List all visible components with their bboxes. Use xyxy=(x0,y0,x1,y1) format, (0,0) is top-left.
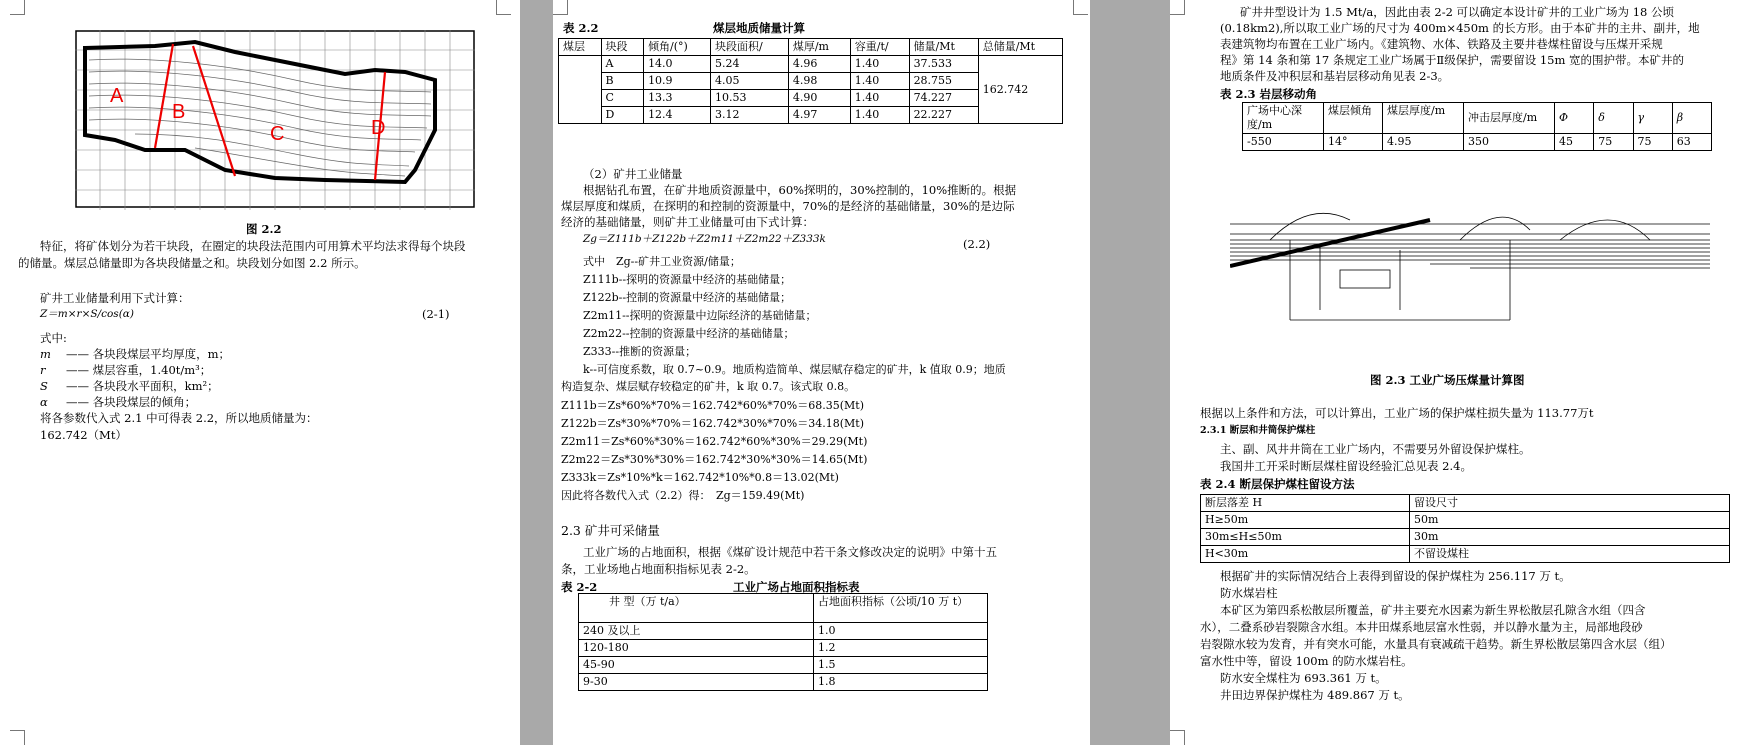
table-cell: 9-30 xyxy=(579,674,814,691)
var-row: α —— 各块段煤层的倾角； xyxy=(40,395,197,409)
table-header: 储量/Mt xyxy=(909,39,978,56)
crop-mark xyxy=(1170,730,1185,745)
definition-line: Z2m22--控制的资源量中经济的基础储量； xyxy=(583,327,795,340)
table-cell: 1.40 xyxy=(850,90,909,107)
table-header: Φ xyxy=(1555,103,1594,134)
table-header: 广场中心深度/m xyxy=(1243,103,1324,134)
paragraph-line: 根据钻孔布置，在矿井地质资源量中，60%探明的，30%控制的，10%推断的。根据 xyxy=(583,183,1017,197)
table-cell: 28.755 xyxy=(909,73,978,90)
formula-number: (2-1) xyxy=(422,307,450,321)
calc-line: Z122b＝Zs*30%*70%＝162.742*30%*70%＝34.18(Mt) xyxy=(561,417,865,430)
table-cell: 45-90 xyxy=(579,657,814,674)
table-cell: 63 xyxy=(1672,134,1711,151)
paragraph-line: 主、副、风井井筒在工业广场内，不需要另外留设保护煤柱。 xyxy=(1220,442,1531,456)
crop-mark xyxy=(1073,0,1088,15)
table-cell: 14° xyxy=(1324,134,1383,151)
paragraph-line: 根据矿井的实际情况结合上表得到留设的保护煤柱为 256.117 万 t。 xyxy=(1220,569,1571,583)
table-cell: B xyxy=(601,73,644,90)
table-row xyxy=(559,56,1063,73)
table-cell: 74.227 xyxy=(909,90,978,107)
table-row xyxy=(579,640,988,657)
crop-mark xyxy=(10,0,25,15)
table-header: 煤层厚度/m xyxy=(1383,103,1464,134)
map-label-c: C xyxy=(270,123,285,145)
paragraph-line: 特征，将矿体划分为若干块段，在圈定的块段法范围内可用算术平均法求得每个块段 xyxy=(40,239,466,253)
calc-line: Z2m22＝Zs*30%*30%＝162.742*30%*30%＝14.65(Mt) xyxy=(561,453,868,466)
table-cell: 4.96 xyxy=(788,56,850,73)
table-row xyxy=(1243,134,1712,151)
total-cell: 162.742 xyxy=(978,56,1062,124)
table-cell: 4.98 xyxy=(788,73,850,90)
table-number: 表 2-2 xyxy=(561,580,598,594)
paragraph-line: 我国井工开采时断层煤柱留设经验汇总见表 2.4。 xyxy=(1220,459,1472,473)
var-row: m —— 各块段煤层平均厚度，m； xyxy=(40,347,231,361)
table-cell: 50m xyxy=(1410,512,1730,529)
figure-caption: 图 2.3 工业广场压煤量计算图 xyxy=(1370,373,1525,387)
table-cell: 4.97 xyxy=(788,107,850,124)
table-cell: 1.40 xyxy=(850,56,909,73)
formula-number: (2.2) xyxy=(963,237,991,251)
table-header: γ xyxy=(1633,103,1672,134)
definition-line: Z122b--控制的资源量中经济的基础储量； xyxy=(583,291,792,304)
paragraph-line: 煤层厚度和煤质，在探明的和控制的资源量中，70%的是经济的基础储量，30%的是边际 xyxy=(561,199,1015,213)
paragraph-line: 工业广场的占地面积，根据《煤矿设计规范中若干条文修改决定的说明》中第十五 xyxy=(583,545,997,559)
table-header: 留设尺寸 xyxy=(1410,495,1730,512)
table-header: 井 型（万 t/a） xyxy=(579,594,814,623)
table-row xyxy=(579,657,988,674)
table-cell: 4.90 xyxy=(788,90,850,107)
table-cell: 75 xyxy=(1633,134,1672,151)
calc-line: Z333k＝Zs*10%*k＝162.742*10%*0.8＝13.02(Mt) xyxy=(561,471,839,484)
paragraph-line: 表建筑物均布置在工业广场内。《建筑物、水体、铁路及主要井巷煤柱留设与压煤开采规 xyxy=(1220,37,1663,51)
paragraph-line: 本矿区为第四系松散层所覆盖，矿井主要充水因素为新生界松散层孔隙含水组（四含 xyxy=(1220,603,1646,617)
table-title: 表 2.3 岩层移动角 xyxy=(1220,87,1318,101)
definition-line: k--可信度系数，取 0.7~0.9。地质构造简单、煤层赋存稳定的矿井，k 值取 0.9；地质 xyxy=(583,363,1006,376)
table-cell: 14.0 xyxy=(644,56,711,73)
paragraph-line: 水），二叠系砂岩裂隙含水组。本井田煤系地层富水性弱，并以静水量为主，局部地段砂 xyxy=(1200,620,1643,634)
table-number: 表 2.2 xyxy=(563,21,599,35)
paragraph-line: 防水安全煤柱为 693.361 万 t。 xyxy=(1220,671,1387,685)
table-header: 总储量/Mt xyxy=(978,39,1062,56)
table-cell: 75 xyxy=(1594,134,1633,151)
table-row xyxy=(579,674,988,691)
paragraph-line: 条，工业场地占地面积指标见表 2-2。 xyxy=(561,562,756,576)
map-label-b: B xyxy=(172,101,186,123)
table-cell: 4.05 xyxy=(711,73,789,90)
section-heading: 2.3 矿井可采储量 xyxy=(561,523,660,538)
table-cell: 10.53 xyxy=(711,90,789,107)
subsection-heading: 2.3.1 断层和井筒保护煤柱 xyxy=(1200,425,1316,436)
table-cell xyxy=(559,56,602,124)
definition-line: 构造复杂、煤层赋存较稳定的矿井，k 取 0.7。该式取 0.8。 xyxy=(561,380,856,393)
table-cell: D xyxy=(601,107,644,124)
where-label: 式中: xyxy=(40,331,67,345)
paragraph-line: 根据以上条件和方法，可以计算出，工业广场的保护煤柱损失量为 113.77万t xyxy=(1200,406,1594,420)
table-header: 块段 xyxy=(601,39,644,56)
table-cell: 22.227 xyxy=(909,107,978,124)
table-cell: 3.12 xyxy=(711,107,789,124)
table-row xyxy=(1201,512,1730,529)
map-label-a: A xyxy=(110,85,124,107)
table-cell: 120-180 xyxy=(579,640,814,657)
table-title: 工业广场占地面积指标表 xyxy=(733,580,860,594)
table-cell: 4.95 xyxy=(1383,134,1464,151)
calc-intro: 矿井工业储量利用下式计算： xyxy=(40,291,190,305)
table-header: 煤层 xyxy=(559,39,602,56)
paragraph-line: 富水性中等，留设 100m 的防水煤岩柱。 xyxy=(1200,654,1413,668)
table-cell: 1.40 xyxy=(850,107,909,124)
table-cell: 13.3 xyxy=(644,90,711,107)
calc-line: Z2m11＝Zs*60%*30%＝162.742*60%*30%＝29.29(Mt) xyxy=(561,435,868,448)
fault-pillar-table xyxy=(1200,494,1730,563)
substitution-line: 将各参数代入式 2.1 中可得表 2.2，所以地质储量为： xyxy=(40,411,318,425)
table-cell: 1.5 xyxy=(814,657,988,674)
table-header: 煤层倾角 xyxy=(1324,103,1383,134)
table-cell: 1.8 xyxy=(814,674,988,691)
table-cell: 37.533 xyxy=(909,56,978,73)
land-use-table xyxy=(578,593,988,691)
table-row xyxy=(579,623,988,640)
table-row xyxy=(1201,529,1730,546)
table-cell: 12.4 xyxy=(644,107,711,124)
paragraph-line: 地质条件及冲积层和基岩层移动角见表 2-3。 xyxy=(1220,69,1450,83)
table-header: 块段面积/ xyxy=(711,39,789,56)
table-header: δ xyxy=(1594,103,1633,134)
crop-mark xyxy=(553,0,568,15)
table-cell: 1.2 xyxy=(814,640,988,657)
table-cell: -550 xyxy=(1243,134,1324,151)
page-1 xyxy=(0,0,520,745)
industrial-square-coal-pillar-diagram xyxy=(1230,200,1710,360)
table-cell: 30m xyxy=(1410,529,1730,546)
table-header: 断层落差 H xyxy=(1201,495,1410,512)
table-cell: 1.0 xyxy=(814,623,988,640)
paragraph-line: (0.18km2),所以取工业广场的尺寸为 400m×450m 的长方形。由于本矿井的主井、副井，地 xyxy=(1220,21,1700,35)
table-header: 占地面积指标（公顷/10 万 t） xyxy=(814,594,988,623)
table-cell: 45 xyxy=(1555,134,1594,151)
block-division-map xyxy=(75,30,475,210)
table-cell: A xyxy=(601,56,644,73)
table-cell: C xyxy=(601,90,644,107)
result-value: 162.742（Mt） xyxy=(40,428,127,442)
table-cell: H≥50m xyxy=(1201,512,1410,529)
formula: Z＝m×r×S/cos(α) xyxy=(40,308,134,320)
paragraph-line: 程》第 14 条和第 17 条规定工业广场属于Ⅱ级保护，需要留设 15m 宽的围护带。本矿井的 xyxy=(1220,53,1685,67)
definition-line: Z2m11--探明的资源量中边际经济的基础储量； xyxy=(583,309,817,322)
table-header: 容重/t/ xyxy=(850,39,909,56)
table-header: 冲击层厚度/m xyxy=(1464,103,1555,134)
table-cell: 350 xyxy=(1464,134,1555,151)
formula: Zg＝Z111b＋Z122b＋Z2m11＋Z2m22＋Z333k xyxy=(583,233,826,245)
paragraph-line: 矿井井型设计为 1.5 Mt/a，因此由表 2-2 可以确定本设计矿井的工业广场为 18 公顷 xyxy=(1240,5,1674,19)
table-header: 煤厚/m xyxy=(788,39,850,56)
definition-line: Z333--推断的资源量； xyxy=(583,345,697,358)
section-heading: （2）矿井工业储量 xyxy=(583,167,683,181)
table-cell: 1.40 xyxy=(850,73,909,90)
table-cell: 10.9 xyxy=(644,73,711,90)
paragraph-line: 经济的基础储量，则矿井工业储量可由下式计算： xyxy=(561,215,814,229)
geological-reserve-table xyxy=(558,38,1063,124)
paragraph-line: 防水煤岩柱 xyxy=(1220,586,1278,600)
figure-caption: 图 2.2 xyxy=(246,222,282,236)
table-title: 煤层地质储量计算 xyxy=(713,21,805,35)
table-cell: 240 及以上 xyxy=(579,623,814,640)
paragraph-line: 的储量。煤层总储量即为各块段储量之和。块段划分如图 2.2 所示。 xyxy=(18,256,366,270)
paragraph-line: 岩裂隙水较为发育，并有突水可能，水量具有衰减疏干趋势。新生界松散层第四含水层（组） xyxy=(1200,637,1672,651)
rock-movement-angle-table xyxy=(1242,102,1712,151)
page-3 xyxy=(1170,0,1762,745)
definition-line: Z111b--探明的资源量中经济的基础储量； xyxy=(583,273,792,286)
crop-mark xyxy=(1170,0,1185,15)
page-2 xyxy=(553,0,1090,745)
crop-mark xyxy=(10,730,25,745)
table-header: β xyxy=(1672,103,1711,134)
crop-mark xyxy=(496,0,511,15)
table-header: 倾角/(°) xyxy=(644,39,711,56)
var-row: S —— 各块段水平面积，km²； xyxy=(40,379,219,393)
map-label-d: D xyxy=(371,117,386,139)
table-cell: 5.24 xyxy=(711,56,789,73)
table-title: 表 2.4 断层保护煤柱留设方法 xyxy=(1200,477,1355,491)
calc-line: Z111b＝Zs*60%*70%＝162.742*60%*70%＝68.35(Mt) xyxy=(561,399,865,412)
calc-line: 因此将各数代入式（2.2）得： Zg＝159.49(Mt) xyxy=(561,489,805,502)
table-cell: 30m≤H≤50m xyxy=(1201,529,1410,546)
definition-line: 式中 Zg--矿井工业资源/储量； xyxy=(583,255,741,268)
table-cell: H<30m xyxy=(1201,546,1410,563)
table-row xyxy=(1201,546,1730,563)
var-row: r —— 煤层容重，1.40t/m³； xyxy=(40,363,212,377)
paragraph-line: 井田边界保护煤柱为 489.867 万 t。 xyxy=(1220,688,1410,702)
table-cell: 不留设煤柱 xyxy=(1410,546,1730,563)
